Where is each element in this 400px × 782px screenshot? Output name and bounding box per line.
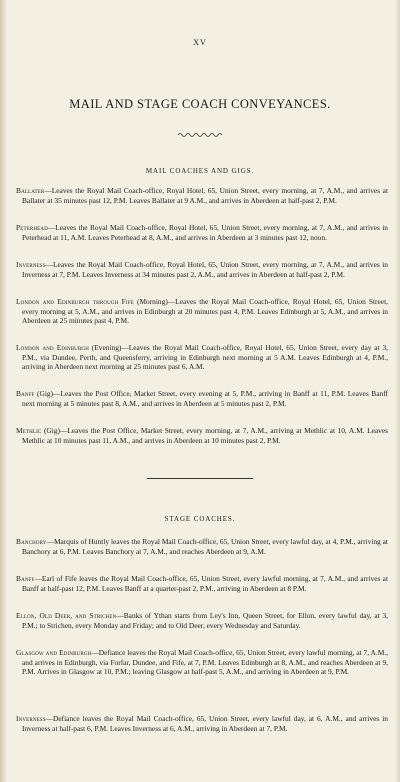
page-right-edge-shadow bbox=[395, 0, 400, 782]
entry-banff-gig bbox=[16, 389, 388, 408]
entry-text: (Gig)—Leaves the Post Office, Market Street, every morning, at 7, A.M., arriving at Methlic at 10, A.M. Leaves Methlic at 10 minutes past 11, A.M., and arrives in Aberdeen at 10 minutes past 2, P.M. bbox=[22, 426, 388, 445]
entry-lead: Ballater bbox=[16, 186, 45, 195]
entry-banchory-stage bbox=[16, 537, 388, 556]
entry-text: —Defiance leaves the Royal Mail Coach-office, 65, Union Street, every lawful day, at 6, A.M., and arrives in Inverness at half-past 6, P.M. Leaves Inverness at 6, A.M., arriving in Aberdeen at 7, P.M. bbox=[22, 714, 388, 733]
entry-lead: Inverness bbox=[16, 260, 46, 269]
page-number: XV bbox=[193, 38, 207, 47]
entry-methlic-gig bbox=[16, 426, 388, 445]
entry-text: (Evening)—Leaves the Royal Mail Coach-office, Royal Hotel, 65, Union Street, every day at 3, P.M., via Dundee, Perth, and Queensferry, arriving in Edinburgh next morning at 5 A.M. Leaves Edinburgh at 4, P.M., arriving in Aberdeen next morning at 25 minutes past 6, A.M. bbox=[22, 343, 388, 372]
entry-lead: Banff bbox=[16, 574, 35, 583]
page-title: MAIL AND STAGE COACH CONVEYANCES. bbox=[69, 97, 331, 111]
entry-lead: Methlic bbox=[16, 426, 42, 435]
entry-lead: Banff bbox=[16, 389, 35, 398]
entry-text: (Gig)—Leaves the Post Office, Market Street, every evening at 5, P.M., arriving in Banff at 11, P.M. Leaves Banff next morning at 5 minutes past 8, A.M., and arrives in Aberdeen at 5 minutes past 2, P.M. bbox=[22, 389, 388, 408]
entry-peterhead-mail bbox=[16, 223, 388, 242]
entry-text: —Leaves the Royal Mail Coach-office, Royal Hotel, 65, Union Street, every morning, at 7, A.M., and arrives at Ballater at 35 minutes past 12, P.M. Leaves Ballater at 9 A.M., and arrives in Aberdeen at half-past 2, P.M. bbox=[22, 186, 388, 205]
entry-text: —Leaves the Royal Mail Coach-office, Royal Hotel, 65, Union Street, every morning, at 7, A.M., and arrives in Peterhead at 11, A.M. Leaves Peterhead at 8, A.M., and arrives in Aberdeen at 3 minutes past 12, noon. bbox=[22, 223, 388, 242]
decorative-wavy-rule-icon bbox=[178, 132, 222, 138]
section-heading-mail: MAIL COACHES AND GIGS. bbox=[145, 167, 255, 175]
entry-lead: Ellon, Old Deer, and Strichen bbox=[16, 611, 117, 620]
entry-lead: Inverness bbox=[16, 714, 46, 723]
section-heading-stage: STAGE COACHES. bbox=[164, 515, 236, 523]
entry-text: —Banks of Ythan starts from Ley's Inn, Queen Street, for Ellon, every lawful day, at 3, P.M.; to Strichen, every Monday and Friday; and to Old Deer, every Wednesday and Saturday. bbox=[22, 611, 389, 630]
page-left-edge-shadow bbox=[0, 0, 7, 782]
entry-lead: London and Edinburgh through Fife bbox=[16, 297, 134, 306]
entry-ellon-stage bbox=[16, 611, 388, 630]
entry-lead: London and Edinburgh bbox=[16, 343, 89, 352]
entry-lead: Peterhead bbox=[16, 223, 48, 232]
entry-text: —Earl of Fife leaves the Royal Mail Coach-office, 65, Union Street, every lawful morning, at 7, A.M., and arrives at Banff at half-past 12, P.M. Leaves Banff at a quarter-past 2, P.M., arriving in Aberdeen at 8 P.M. bbox=[22, 574, 388, 593]
entry-lead: Glasgow and Edinburgh bbox=[16, 648, 92, 657]
entry-ballater-mail bbox=[16, 186, 388, 205]
entry-text: —Defiance leaves the Royal Mail Coach-office, 65, Union Street, every lawful morning, at 7, A.M., and arrives in Edinburgh, via Forfar, Dundee, and Fife, at 7, P.M. Leaves Edinburgh at 8, A.M., and reaches Aberdeen at 9, P.M. Arrives in Glasgow at 10, P.M.; leaving Glasgow at half-past 5, A.M., and arriving in Aberdeen at 9, P.M. bbox=[22, 648, 388, 677]
entry-banff-stage bbox=[16, 574, 388, 593]
entry-london-edinburgh-evening-mail bbox=[16, 343, 388, 372]
entry-inverness-mail bbox=[16, 260, 388, 279]
entry-text: —Leaves the Royal Mail Coach-office, Royal Hotel, 65, Union Street, every morning, at 7, A.M., and arrives in Inverness at 7, P.M. Leaves Inverness at 34 minutes past 2, A.M., and arrives in Aberdeen at half-past 2, P.M. bbox=[22, 260, 388, 279]
entry-inverness-stage bbox=[16, 714, 388, 733]
section-divider bbox=[147, 478, 253, 479]
entry-glasgow-edinburgh-stage bbox=[16, 648, 388, 677]
entry-london-edinburgh-fife-mail bbox=[16, 297, 388, 326]
entry-text: —Marquis of Huntly leaves the Royal Mail Coach-office, 65, Union Street, every lawful day, at 4, P.M., arriving at Banchory at 6, P.M. Leaves Banchory at 7, A.M., and reaches Aberdeen at 9, A.M. bbox=[22, 537, 388, 556]
entry-lead: Banchory bbox=[16, 537, 47, 546]
entry-text: (Morning)—Leaves the Royal Mail Coach-office, Royal Hotel, 65, Union Street, every morning at 5, A.M., and arrives in Edinburgh at 20 minutes past 4, P.M. Leaves Edinburgh at 5, A.M., and arrives in Aberdeen at 25 minutes past 4, P.M. bbox=[22, 297, 388, 326]
